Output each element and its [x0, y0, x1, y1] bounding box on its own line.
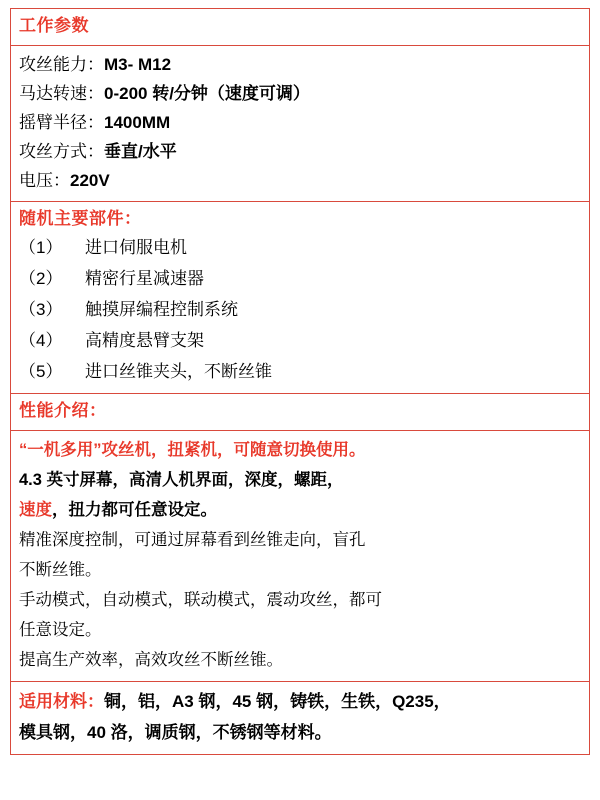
component-number: （1）: [19, 238, 63, 257]
component-number: （4）: [19, 331, 63, 350]
component-item: [19, 356, 581, 387]
param-value: M3- M12: [104, 55, 172, 74]
spec-table: [10, 8, 590, 755]
param-row: [19, 79, 581, 108]
performance-line-4a: 手动模式，自动模式，联动模式，震动攻丝，都可: [19, 591, 382, 609]
performance-line-5: 提高生产效率，高效攻丝不断丝锥。: [19, 651, 283, 669]
materials-text-1: 铜，铝，A3 钢，45 钢，铸铁，生铁，Q235，: [104, 692, 451, 711]
param-row: [19, 137, 581, 166]
section-materials: [11, 682, 589, 754]
materials-label: 适用材料：: [19, 692, 104, 711]
component-item: [19, 232, 581, 263]
param-row: [19, 50, 581, 79]
component-item: [19, 325, 581, 356]
performance-line-2b-rest: ，扭力都可任意设定。: [52, 501, 217, 519]
param-label: 马达转速：: [19, 84, 104, 103]
performance-line-1: “一机多用”攻丝机，扭紧机，可随意切换使用。: [19, 441, 366, 459]
component-number: （2）: [19, 269, 63, 288]
performance-line-2a: 4.3 英寸屏幕，高清人机界面，深度，螺距，: [19, 471, 344, 489]
component-text: 触摸屏编程控制系统: [85, 300, 238, 319]
param-label: 攻丝能力：: [19, 55, 104, 74]
performance-highlight-speed: 速度: [19, 501, 52, 519]
param-value: 0-200 转/分钟（速度可调）: [104, 84, 310, 103]
param-label: 摇臂半径：: [19, 113, 104, 132]
materials-line-1: [19, 686, 581, 717]
performance-line-2b: [19, 495, 581, 525]
section-working-parameters: [11, 9, 589, 46]
performance-heading: 性能介绍：: [19, 401, 107, 420]
param-label: 攻丝方式：: [19, 142, 104, 161]
param-value: 220V: [70, 171, 110, 190]
component-text: 进口伺服电机: [85, 238, 187, 257]
component-number: （3）: [19, 300, 63, 319]
section-working-parameters-rows: [11, 46, 589, 202]
param-row: [19, 166, 581, 195]
component-item: [19, 263, 581, 294]
component-text: 进口丝锥夹头，不断丝锥: [85, 362, 272, 381]
performance-line-4b: 任意设定。: [19, 621, 102, 639]
materials-line-2: 模具钢，40 洛，调质钢，不锈钢等材料。: [19, 723, 332, 742]
component-text: 高精度悬臂支架: [85, 331, 204, 350]
section-components: [11, 202, 589, 394]
param-label: 电压：: [19, 171, 70, 190]
performance-line-3a: 精准深度控制，可通过屏幕看到丝锥走向，盲孔: [19, 531, 366, 549]
performance-line-3b: 不断丝锥。: [19, 561, 102, 579]
param-value: 1400MM: [104, 113, 171, 132]
param-value: 垂直/水平: [104, 142, 177, 161]
param-row: [19, 108, 581, 137]
section-performance-body: [11, 431, 589, 682]
components-heading: 随机主要部件：: [19, 209, 142, 228]
working-parameters-heading: 工作参数: [19, 16, 89, 35]
component-text: 精密行星减速器: [85, 269, 204, 288]
section-performance-heading: [11, 394, 589, 431]
component-number: （5）: [19, 362, 63, 381]
component-item: [19, 294, 581, 325]
